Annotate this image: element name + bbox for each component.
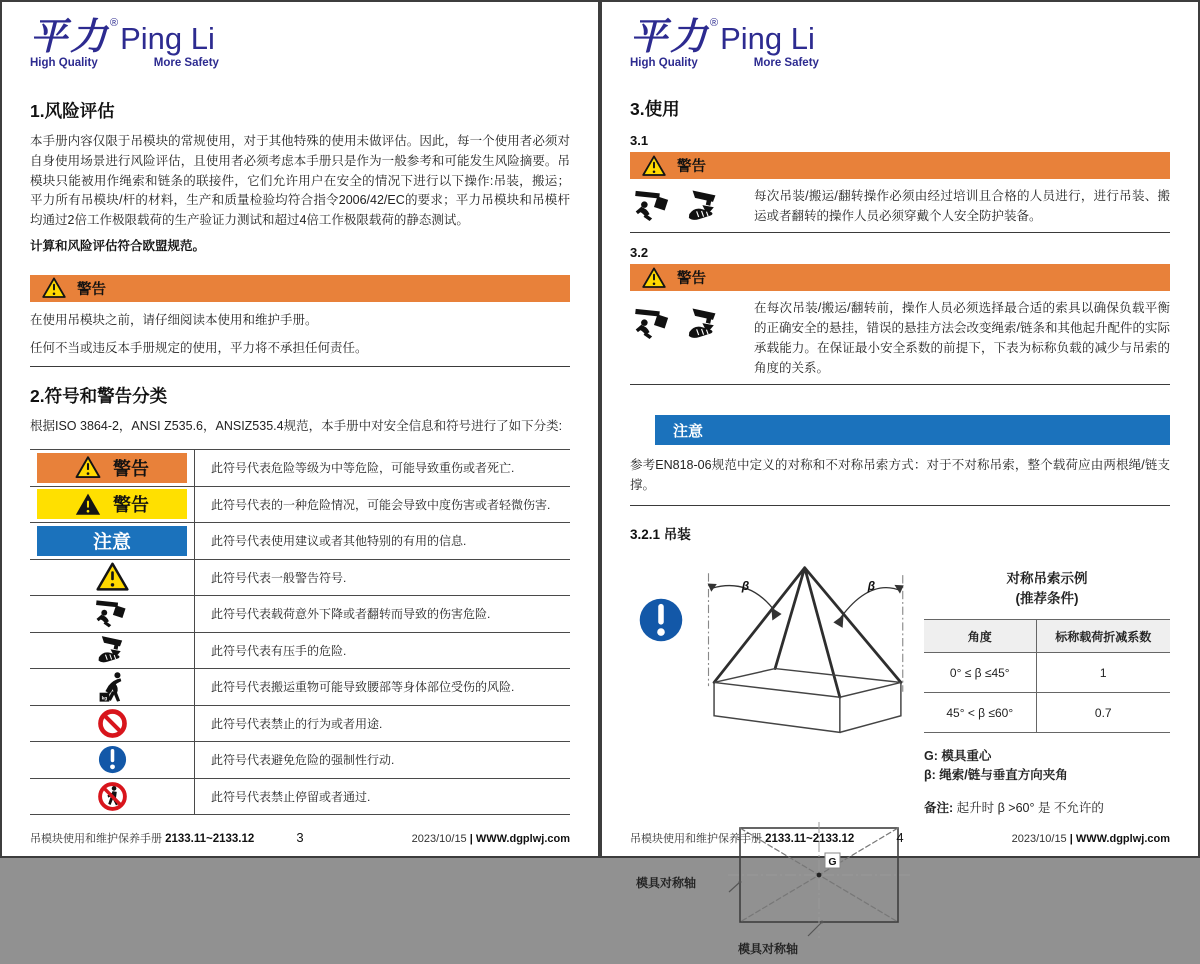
footer-manual-code: 2133.11~2133.12 — [165, 833, 255, 845]
sling-table-column — [924, 555, 1170, 816]
falling-load-icon — [95, 598, 129, 629]
footer-site-pipe: | — [469, 833, 476, 845]
brand-logo — [630, 18, 1170, 84]
badge-label: 警告 — [113, 495, 149, 516]
notice-banner-label: 注意 — [673, 422, 704, 440]
mold-axis-label-vertical: 模具对称轴 — [738, 941, 799, 956]
note-beta-definition: β: 绳索/链与垂直方向夹角 — [924, 768, 1068, 783]
reduction-factor: 0.7 — [1036, 693, 1170, 733]
symbol-description: 此符号代表有压手的危险. — [211, 643, 347, 658]
table-row — [30, 596, 570, 633]
brand-cn-wordmark: 平力 — [30, 16, 110, 57]
note-gravity-center: G: 模具重心 — [924, 749, 992, 763]
remark-text: 起升时 β >60° 是 不允许的 — [953, 800, 1104, 815]
brand-tagline-safety: More Safety — [753, 57, 819, 69]
symbol-table — [30, 449, 570, 815]
no-stopping-icon — [97, 781, 128, 812]
section-3-title: 3.使用 — [630, 99, 680, 119]
symbol-description: 此符号代表的一种危险情况，可能会导致中度伤害或者轻微伤害. — [211, 497, 551, 512]
footer-site-pipe: | — [1069, 833, 1076, 845]
brand-logo — [30, 18, 570, 84]
prohibition-icon — [97, 708, 128, 739]
warning-triangle-icon — [96, 562, 129, 592]
symbol-description: 此符号代表禁止的行为或者用途. — [211, 716, 383, 731]
hazard-row — [630, 291, 1170, 384]
warning-badge-orange — [37, 453, 187, 483]
black-warning-triangle-icon — [75, 493, 101, 516]
notice-banner — [655, 415, 1170, 445]
mandatory-action-icon — [97, 744, 128, 775]
footer-date: 2023/10/15 — [1011, 833, 1070, 845]
registered-mark-icon: ® — [110, 17, 119, 29]
gravity-center-label: G — [828, 855, 837, 868]
divider — [30, 366, 570, 367]
hand-crush-icon — [686, 189, 722, 223]
symbol-description: 此符号代表禁止停留或者通过. — [211, 789, 371, 804]
lifting-diagram-row — [630, 555, 1170, 816]
beta-angle-label: β — [741, 578, 750, 593]
angle-range: 0° ≤ β ≤45° — [924, 653, 1036, 693]
load-reduction-table — [924, 619, 1170, 733]
footer-manual-code: 2133.11~2133.12 — [765, 833, 855, 845]
registered-mark-icon: ® — [710, 17, 719, 29]
badge-label: 注意 — [92, 532, 131, 554]
mold-axis-label-horizontal: 模具对称轴 — [636, 875, 697, 890]
warning-line-1: 在使用吊模块之前，请仔细阅读本使用和维护手册。 — [30, 312, 318, 327]
page-footer — [30, 830, 570, 846]
divider — [630, 505, 1170, 506]
page-number: 4 — [896, 830, 904, 845]
brand-tagline-safety: More Safety — [153, 57, 219, 69]
hazard-row — [630, 179, 1170, 232]
warning-triangle-icon — [42, 277, 66, 299]
symbol-description: 此符号代表搬运重物可能导致腰部等身体部位受伤的风险. — [211, 680, 515, 695]
sling-table-subtitle: (推荐条件) — [1015, 590, 1079, 606]
col-header-angle: 角度 — [924, 620, 1036, 653]
section-3-1-text: 每次吊装/搬运/翻转操作必须由经过培训且合格的人员进行，进行吊装、搬运或者翻转的操作人员必须穿戴个人安全防护装备。 — [754, 189, 1170, 223]
warning-banner — [630, 264, 1170, 291]
angle-range: 45° < β ≤60° — [924, 693, 1036, 733]
warning-banner — [630, 152, 1170, 179]
table-row — [924, 693, 1170, 733]
footer-manual-title: 吊模块使用和维护保养手册 — [630, 833, 766, 845]
section-1-body: 本手册内容仅限于吊模块的常规使用，对于其他特殊的使用未做评估。因此，每一个使用者必须对自身使用场景进行风险评估，且使用者必须考虑本手册只是作为一般参考和可能发生风险摘要。吊模块只能被用作绳索和链条的联接件，它们允许用户在安全的情况下进行以下操作:吊装，搬运；平力所有吊模块/杆的材料，生产和质量检验均符合指令2006/42/EC的要求；平力吊模块和吊模杆均通过2倍工作极限载荷的生产验证力测试和超过4倍工作极限载荷的静态测试。 — [30, 134, 570, 227]
divider — [630, 384, 1170, 385]
footer-date: 2023/10/15 — [411, 833, 470, 845]
section-3-2-1-title: 3.2.1 吊装 — [630, 526, 691, 542]
symbol-description: 此符号代表避免危险的强制性行动. — [211, 753, 395, 768]
warning-triangle-icon — [642, 267, 666, 289]
symbol-description: 此符号代表危险等级为中等危险，可能导致重伤或者死亡. — [211, 461, 515, 476]
warning-triangle-icon — [642, 155, 666, 177]
table-row — [30, 742, 570, 779]
table-row — [30, 523, 570, 560]
warning-banner-label: 警告 — [677, 271, 706, 287]
col-header-factor: 标称载荷折减系数 — [1036, 620, 1170, 653]
warning-triangle-icon — [75, 456, 101, 479]
symbol-description: 此符号代表一般警告符号. — [211, 570, 347, 585]
manual-page-4 — [600, 0, 1200, 956]
table-row — [30, 560, 570, 597]
table-row — [30, 487, 570, 524]
section-1-bold-note: 计算和风险评估符合欧盟规范。 — [30, 238, 206, 253]
falling-load-icon — [634, 188, 672, 223]
mandatory-action-icon — [638, 597, 684, 643]
section-3-1-label: 3.1 — [630, 133, 649, 148]
footer-site: WWW.dgplwj.com — [1075, 833, 1170, 845]
warning-banner-label: 警告 — [677, 159, 706, 175]
warning-line-2: 任何不当或违反本手册规定的使用，平力将不承担任何责任。 — [30, 340, 368, 355]
brand-tagline-quality: High Quality — [30, 57, 98, 69]
table-row — [30, 779, 570, 816]
sling-angle-diagram — [690, 555, 912, 747]
table-row — [30, 669, 570, 706]
manual-page-3 — [0, 0, 600, 858]
hand-crush-icon — [96, 635, 128, 665]
beta-angle-label: β — [867, 578, 876, 593]
falling-load-icon — [634, 306, 672, 341]
brand-en-wordmark: Ping Li — [120, 21, 215, 56]
warning-banner — [30, 275, 570, 302]
warning-badge-yellow — [37, 489, 187, 519]
heavy-lifting-icon — [96, 671, 128, 702]
reduction-factor: 1 — [1036, 653, 1170, 693]
notice-badge — [37, 526, 187, 556]
symbol-description: 此符号代表载荷意外下降或者翻转而导致的伤害危险. — [211, 607, 491, 622]
divider — [630, 232, 1170, 233]
section-2-title: 2.符号和警告分类 — [30, 386, 168, 407]
footer-site: WWW.dgplwj.com — [475, 833, 570, 845]
table-row — [924, 653, 1170, 693]
kg-label: kg — [101, 696, 108, 702]
section-2-intro: 根据ISO 3864-2，ANSI Z535.6，ANSIZ535.4规范，本手册中对安全信息和符号进行了如下分类: — [30, 419, 563, 434]
remark-label: 备注: — [924, 800, 954, 815]
badge-label: 警告 — [113, 458, 149, 479]
footer-manual-title: 吊模块使用和维护保养手册 — [30, 833, 166, 845]
table-row — [30, 450, 570, 487]
brand-en-wordmark: Ping Li — [720, 21, 815, 56]
warning-banner-label: 警告 — [77, 281, 106, 298]
notice-text: 参考EN818-06规范中定义的对称和不对称吊索方式：对于不对称吊索，整个载荷应由两根绳/链支撑。 — [630, 458, 1170, 492]
table-row — [30, 633, 570, 670]
section-1-title: 1.风险评估 — [30, 101, 115, 121]
symbol-description: 此符号代表使用建议或者其他特别的有用的信息. — [211, 534, 467, 549]
brand-tagline-quality: High Quality — [630, 57, 698, 69]
hand-crush-icon — [686, 307, 722, 341]
section-3-2-label: 3.2 — [630, 245, 649, 260]
brand-cn-wordmark: 平力 — [630, 16, 710, 57]
sling-table-title: 对称吊索示例 — [1006, 570, 1088, 586]
table-row — [30, 706, 570, 743]
page-number: 3 — [296, 830, 304, 845]
section-3-2-text: 在每次吊装/搬运/翻转前，操作人员必须选择最合适的索具以确保负载平衡的正确安全的悬挂，错误的悬挂方法会改变绳索/链条和其他起升配件的实际承载能力。在保证最小安全系数的前提下，下表为标称负载的减少与吊索的角度的关系。 — [754, 301, 1170, 375]
page-footer — [630, 830, 1170, 846]
